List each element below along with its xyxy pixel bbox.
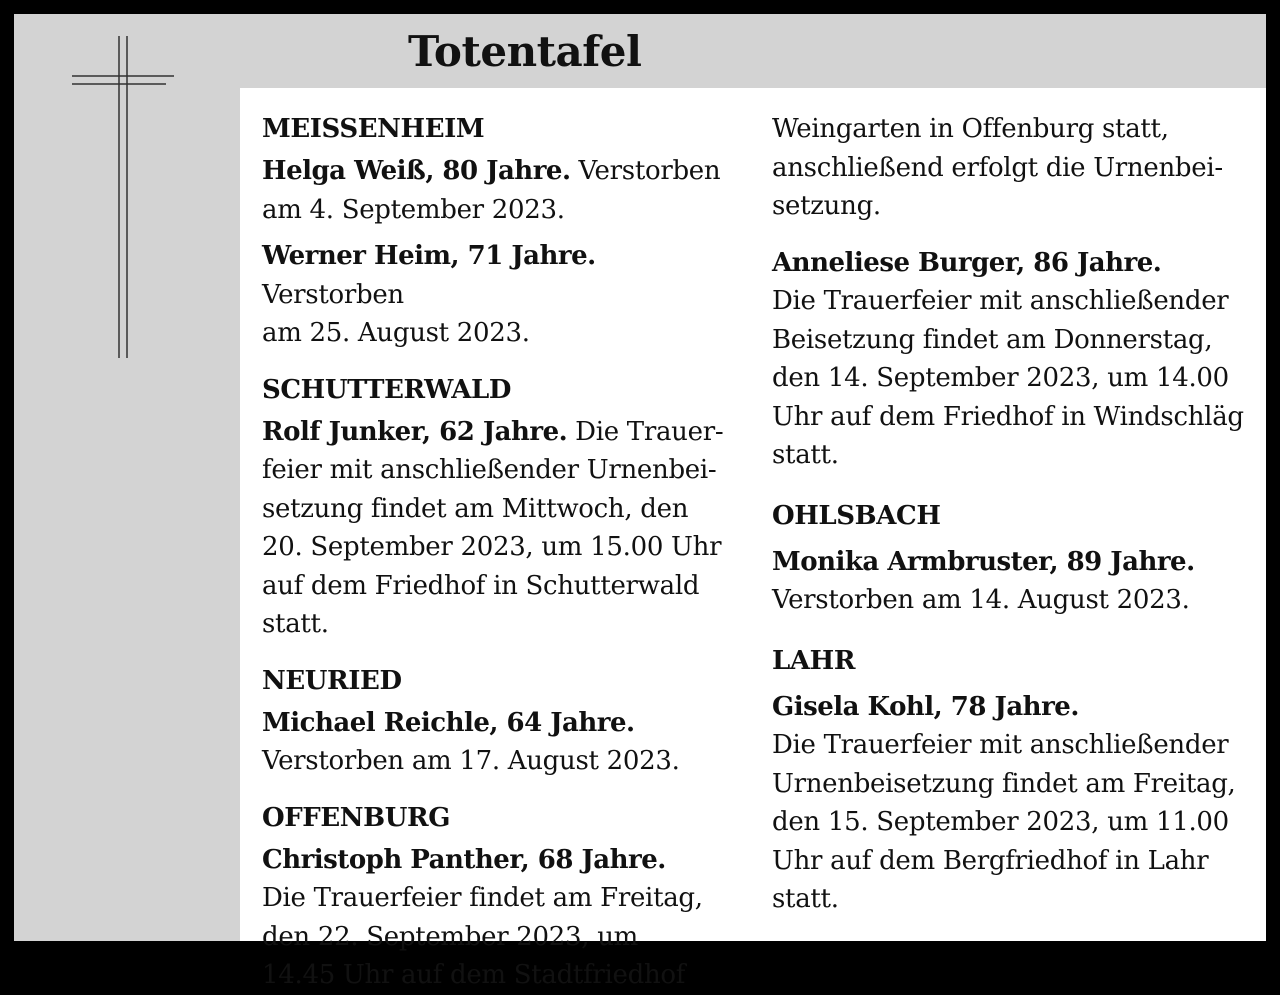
town-heading: MEISSENHEIM <box>262 114 485 144</box>
section-lahr <box>772 642 1254 919</box>
obituary-entry <box>262 413 744 644</box>
entry-text: Die Trauerfeier mit anschließender <box>772 730 1229 760</box>
left-column <box>262 110 744 995</box>
town-heading: OHLSBACH <box>772 500 941 531</box>
entry-text: den 14. September 2023, um 14.00 <box>772 363 1229 393</box>
entry-text: den 22. September 2023, um <box>262 921 639 952</box>
entry-text: auf dem Friedhof in Schutterwald statt. <box>262 570 700 639</box>
town-heading: NEURIED <box>262 665 402 696</box>
section-ohlsbach <box>772 497 1254 620</box>
town-heading: SCHUTTERWALD <box>262 374 512 405</box>
person-name: Monika Armbruster, 89 Jahre. <box>772 546 1195 577</box>
obituary-entry <box>772 543 1254 620</box>
person-name: Rolf Junker, 62 Jahre. <box>262 416 568 447</box>
entry-text: Uhr auf dem Bergfriedhof in Lahr <box>772 845 1209 876</box>
page-title: Totentafel <box>408 27 642 76</box>
section-neuried <box>262 662 744 781</box>
cross-icon <box>72 36 176 360</box>
obituary-entry <box>262 152 744 229</box>
entry-text: Verstorben <box>570 156 721 186</box>
entry-text: setzung. <box>772 191 881 221</box>
town-heading: OFFENBURG <box>262 802 451 833</box>
obituary-entry <box>262 841 744 995</box>
entry-text: Verstorben <box>262 279 404 310</box>
entry-text: am 4. September 2023. <box>262 194 565 225</box>
obituary-entry <box>772 244 1254 475</box>
entry-text: setzung findet am Mittwoch, den <box>262 493 689 524</box>
person-name: Christoph Panther, 68 Jahre. <box>262 844 666 875</box>
person-name: Michael Reichle, 64 Jahre. <box>262 707 635 738</box>
entry-text: Verstorben am 17. August 2023. <box>262 746 680 776</box>
entry-text: 14.45 Uhr auf dem Stadtfriedhof <box>262 960 686 990</box>
entry-text: Urnenbeisetzung findet am Freitag, <box>772 768 1236 799</box>
entry-text: Die Trauerfeier mit anschließender <box>772 286 1229 316</box>
entry-text: anschließend erfolgt die Urnenbei- <box>772 152 1223 183</box>
entry-text: den 15. September 2023, um 11.00 <box>772 807 1229 837</box>
obituary-continuation <box>772 110 1254 226</box>
section-offenburg <box>262 799 744 995</box>
entry-text: statt. <box>772 440 839 470</box>
obituary-entry <box>772 688 1254 919</box>
town-heading: LAHR <box>772 645 856 676</box>
person-name: Helga Weiß, 80 Jahre. <box>262 156 571 186</box>
entry-text: statt. <box>772 884 839 914</box>
entry-text: Die Trauerfeier findet am Freitag, <box>262 883 703 913</box>
section-schutterwald <box>262 371 744 644</box>
entry-text: 20. September 2023, um 15.00 Uhr <box>262 532 722 562</box>
obituary-entry <box>262 237 744 353</box>
entry-text: Weingarten in Offenburg statt, <box>772 114 1169 144</box>
obituary-content <box>240 88 1266 990</box>
person-name: Anneliese Burger, 86 Jahre. <box>772 247 1162 278</box>
entry-text: Uhr auf dem Friedhof in Windschläg <box>772 401 1244 432</box>
entry-text: Beisetzung findet am Donnerstag, <box>772 324 1213 355</box>
entry-text: am 25. August 2023. <box>262 318 530 348</box>
obituary-entry <box>262 704 744 781</box>
person-name: Gisela Kohl, 78 Jahre. <box>772 691 1079 722</box>
entry-text: Verstorben am 14. August 2023. <box>772 585 1190 615</box>
section-meissenheim <box>262 110 744 353</box>
person-name: Werner Heim, 71 Jahre. <box>262 241 596 271</box>
right-column <box>772 110 1254 919</box>
entry-text: feier mit anschließender Urnenbei- <box>262 455 717 485</box>
page-frame <box>14 14 1266 990</box>
entry-text: Die Trauer- <box>567 416 724 447</box>
